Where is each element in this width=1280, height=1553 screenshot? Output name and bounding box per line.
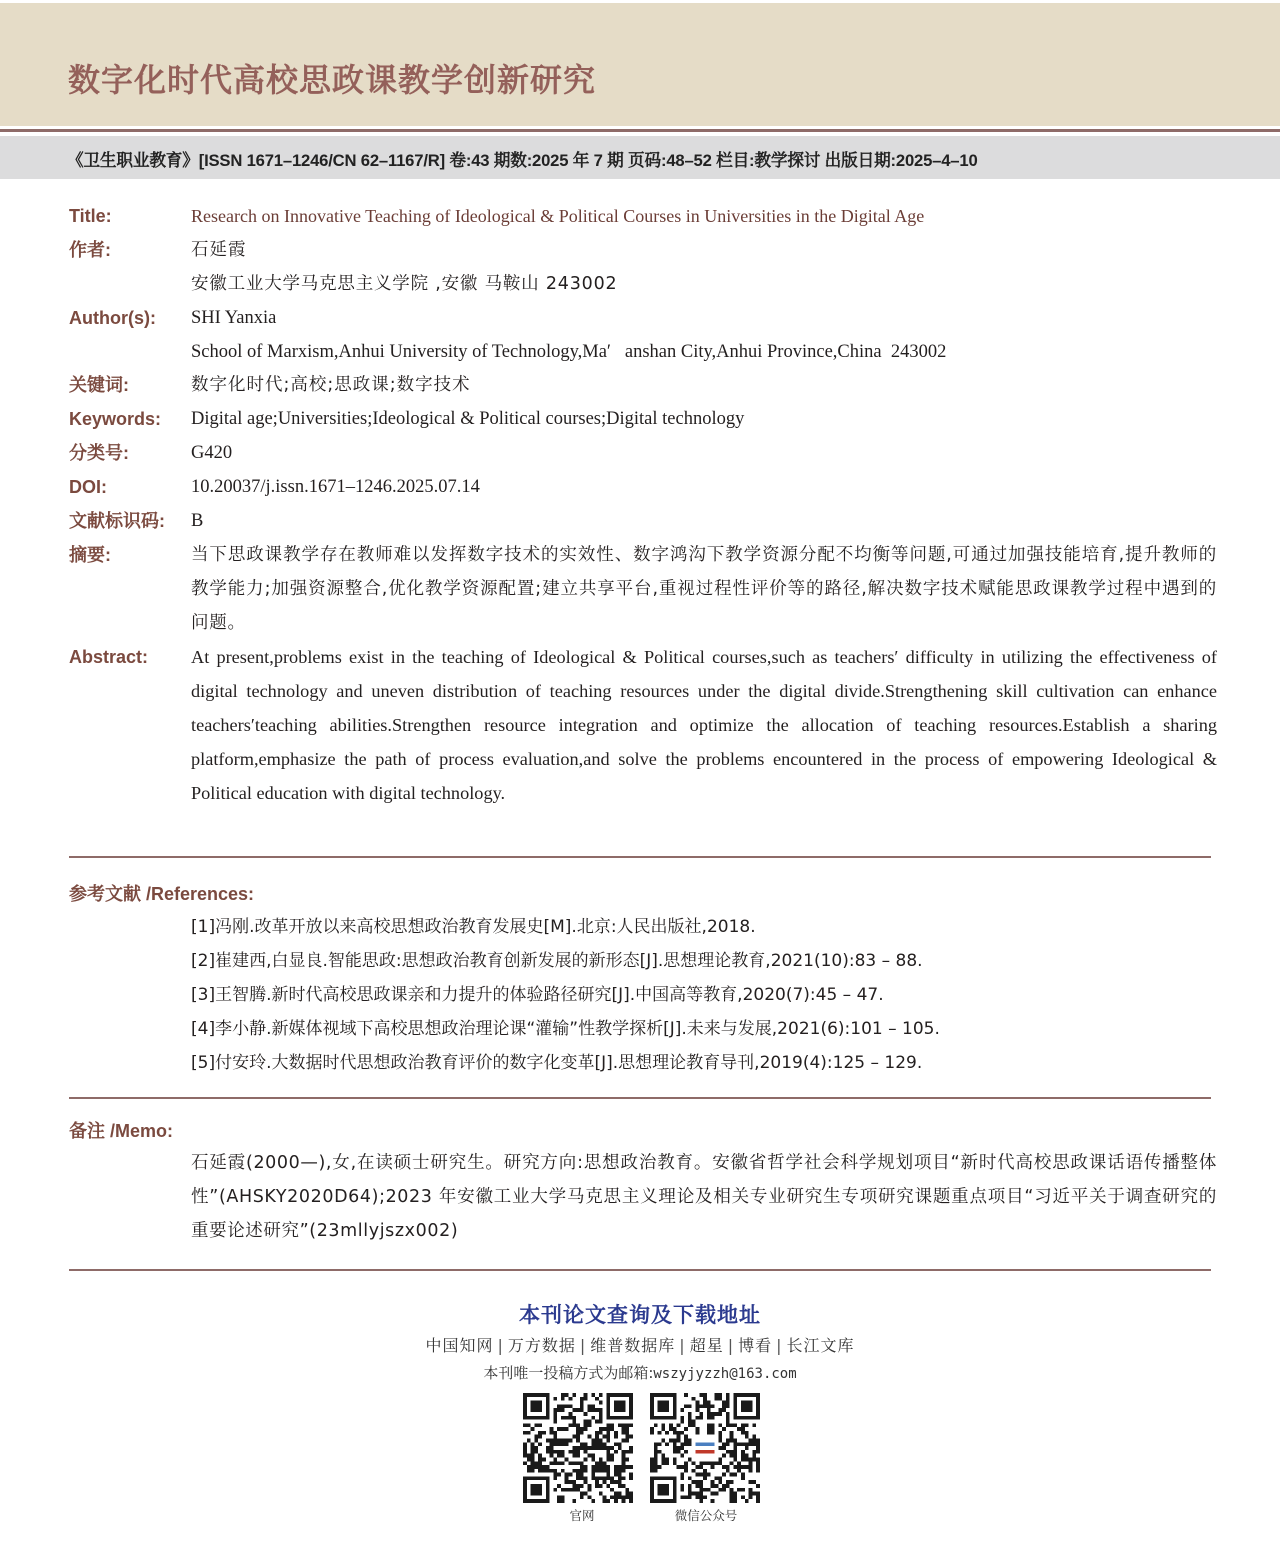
memo-heading: 备注 /Memo:: [69, 1121, 174, 1141]
field-classification: [69, 436, 1219, 470]
field-label: Author(s):: [69, 308, 156, 328]
memo-text: 石延霞(2000—),女,在读硕士研究生。研究方向:思想政治教育。安徽省哲学社会科学规划项目“新时代高校思政课话语传播整体性”(AHSKY2020D64);2023 年安徽工业大学马克思主义理论及相关专业研究生专项研究课题重点项目“习近平关于调查研究的重要论述研究”(23mllyjszx002): [191, 1153, 1217, 1241]
field-keywords-cn: [69, 368, 1219, 402]
reference-item: [2]崔建西,白显良.智能思政:思想政治教育创新发展的新形态[J].思想理论教育,2021(10):83 – 88.: [191, 951, 923, 971]
field-label: 分类号:: [69, 443, 129, 463]
classification-number: G420: [191, 443, 233, 463]
field-label: 关键词:: [69, 375, 129, 395]
field-label: Title:: [69, 206, 112, 226]
field-abstract-en: [69, 640, 1219, 844]
qr-code-icon: [650, 1393, 760, 1505]
references-list: [191, 910, 1191, 1080]
database-link[interactable]: 维普数据库: [590, 1336, 676, 1355]
field-label: 摘要:: [69, 545, 111, 565]
separator: |: [776, 1336, 783, 1355]
reference-item: [4]李小静.新媒体视域下高校思想政治理论课“灌输”性教学探析[J].未来与发展,2021(6):101 – 105.: [191, 1019, 940, 1039]
field-label: Abstract:: [69, 647, 149, 667]
field-title: [69, 199, 1219, 233]
abstract-en: At present,problems exist in the teaching of Ideological & Political courses,such as teachers′ difficulty in utilizing the effectiveness of digital technology and uneven distribution of teaching resources under the digital divide.Strengthening skill cultivation can enhance teachers′teaching abilities.Strengthen resource integration and optimize the allocation of teaching resources.Establish a sharing platform,emphasize the path of process evaluation,and solve the problems encountered in the process of empowering Ideological & Political education with digital technology.: [191, 647, 1217, 803]
field-keywords-en: [69, 402, 1219, 436]
database-link[interactable]: 博看: [738, 1336, 773, 1355]
field-label: 作者:: [69, 240, 111, 260]
qr-label-wechat: 微信公众号: [674, 1508, 738, 1523]
author-affiliation-en: School of Marxism,Anhui University of Technology,Ma′ anshan City,Anhui Province,China 243002: [191, 342, 947, 362]
keywords-en: Digital age;Universities;Ideological & Political courses;Digital technology: [191, 409, 745, 429]
author-name-en: SHI Yanxia: [191, 308, 277, 328]
database-link[interactable]: 长江文库: [786, 1336, 855, 1355]
abstract-cn: 当下思政课教学存在教师难以发挥数字技术的实效性、数字鸿沟下教学资源分配不均衡等问题,可通过加强技能培育,提升教师的教学能力;加强资源整合,优化教学资源配置;建立共享平台,重视过程性评价等的路径,解决数字技术赋能思政课教学过程中遇到的问题。: [191, 545, 1217, 633]
qr-code-icon: [523, 1393, 633, 1505]
author-affiliation-cn: 安徽工业大学马克思主义学院 ,安徽 马鞍山 243002: [191, 274, 618, 294]
database-list: [0, 1333, 1280, 1356]
meta-band: [0, 136, 1280, 179]
journal-meta-line: 《卫生职业教育》[ISSN 1671–1246/CN 62–1167/R] 卷:43 期数:2025 年 7 期 页码:48–52 栏目:教学探讨 出版日期:2025–4–10: [67, 151, 978, 170]
doc-code-value: B: [191, 511, 204, 531]
email-link[interactable]: wszyjyzzh@163.com: [653, 1366, 797, 1382]
field-label: 文献标识码:: [69, 511, 165, 531]
reference-item: [5]付安玲.大数据时代思想政治教育评价的数字化变革[J].思想理论教育导刊,2019(4):125 – 129.: [191, 1053, 923, 1073]
reference-item: [3]王智腾.新时代高校思政课亲和力提升的体验路径研究[J].中国高等教育,2020(7):45 – 47.: [191, 985, 884, 1005]
references-heading: 参考文献 /References:: [69, 884, 255, 904]
field-doc-code: [69, 504, 1219, 538]
field-author-en: [69, 301, 1219, 369]
section-divider: [69, 1097, 1211, 1099]
database-link[interactable]: 超星: [689, 1336, 724, 1355]
section-divider: [69, 856, 1211, 858]
separator: |: [497, 1336, 504, 1355]
field-author-cn: [69, 233, 1219, 301]
email-prefix: 本刊唯一投稿方式为邮箱:: [483, 1364, 654, 1382]
section-divider: [69, 1269, 1211, 1271]
qr-label-website: 官网: [569, 1508, 595, 1523]
separator: |: [727, 1336, 735, 1355]
field-label: DOI:: [69, 477, 107, 497]
header-divider: [0, 129, 1280, 132]
author-name-cn: 石延霞: [191, 240, 247, 260]
separator: |: [579, 1336, 587, 1355]
footer-title: 本刊论文查询及下载地址: [519, 1303, 761, 1327]
field-label: Keywords:: [69, 409, 162, 429]
reference-item: [1]冯刚.改革开放以来高校思想政治教育发展史[M].北京:人民出版社,2018.: [191, 917, 756, 937]
submission-email-line: [0, 1362, 1280, 1383]
field-doi: [69, 470, 1219, 504]
database-link[interactable]: 万方数据: [507, 1336, 576, 1355]
article-title: 数字化时代高校思政课教学创新研究: [68, 61, 597, 99]
doi-value[interactable]: 10.20037/j.issn.1671–1246.2025.07.14: [191, 477, 480, 497]
english-title: Research on Innovative Teaching of Ideological & Political Courses in Universities in the Digital Age: [191, 206, 925, 226]
field-abstract-cn: [69, 538, 1219, 640]
title-band: [0, 3, 1280, 126]
database-link[interactable]: 中国知网: [425, 1336, 494, 1355]
keywords-cn: 数字化时代;高校;思政课;数字技术: [191, 375, 471, 395]
separator: |: [679, 1336, 686, 1355]
